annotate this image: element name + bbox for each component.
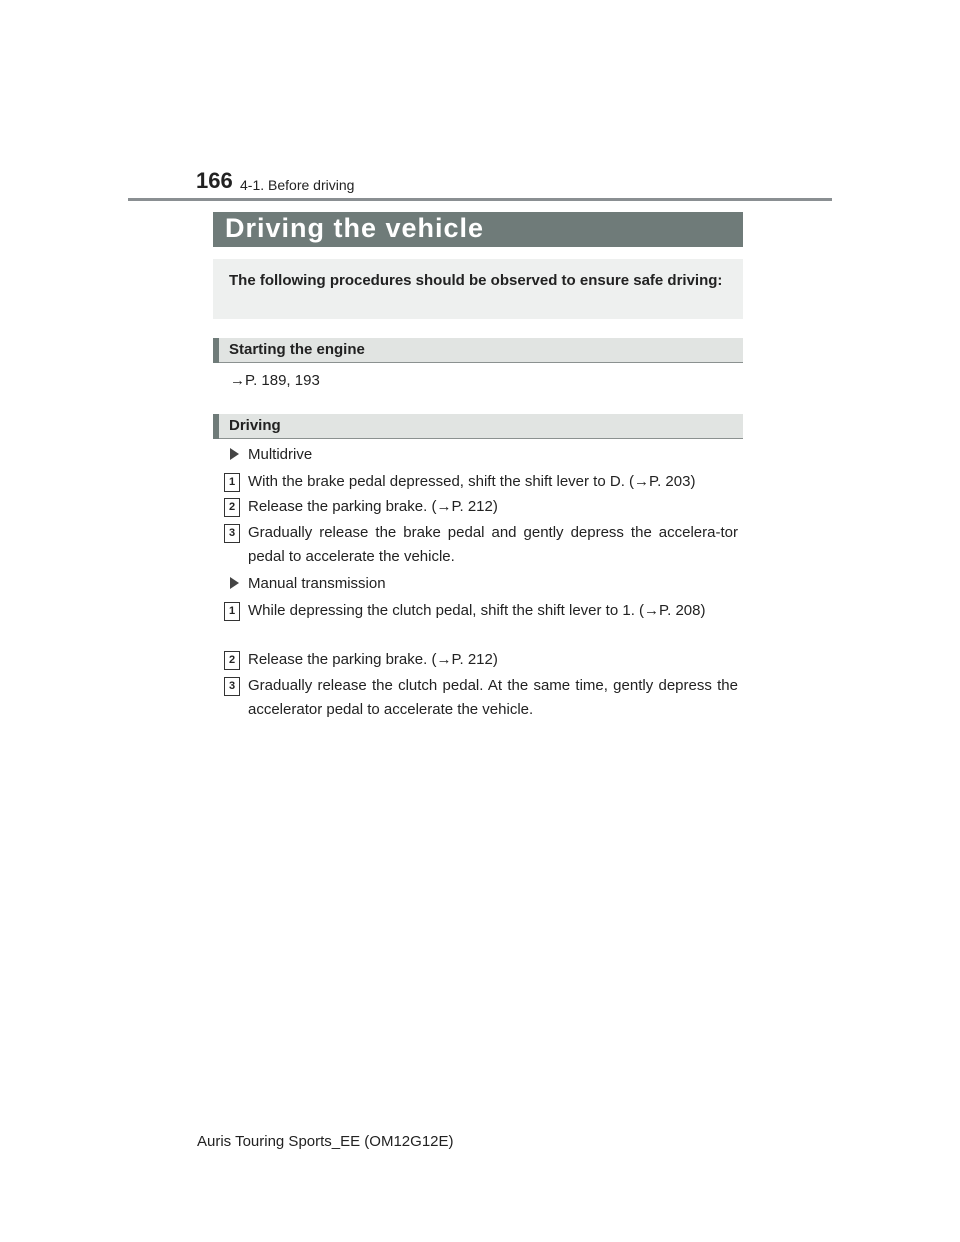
heading-accent [213, 338, 219, 363]
step-text: Gradually release the brake pedal and gently depress the accelera-tor pedal to accelerate the vehicle. [248, 524, 738, 565]
heading-label: Starting the engine [229, 341, 365, 358]
step-text: While depressing the clutch pedal, shift the shift lever to 1. (→P. 208) [248, 602, 706, 619]
intro-box [213, 259, 743, 319]
step-text: Gradually release the clutch pedal. At the same time, gently depress the accelerator pedal to accelerate the vehicle. [248, 677, 738, 718]
triangle-bullet-icon [230, 577, 239, 589]
header-divider [128, 198, 832, 201]
bullet-label: Multidrive [248, 446, 313, 463]
bullet-manual-transmission [230, 575, 386, 592]
step-number: 2 [224, 651, 240, 670]
page-number: 166 [196, 168, 233, 193]
starting-reference[interactable]: →P. 189, 193 [230, 372, 320, 389]
heading-accent [213, 414, 219, 439]
bullet-multidrive [230, 446, 312, 463]
step-number: 1 [224, 602, 240, 621]
section-reference: 4-1. Before driving [240, 177, 355, 193]
heading-starting-engine [213, 338, 743, 363]
intro-text: The following procedures should be observed to ensure safe driving: [229, 272, 723, 289]
page-title: Driving the vehicle [225, 213, 485, 243]
step-number: 1 [224, 473, 240, 492]
step-number: 3 [224, 524, 240, 543]
footer-model: Auris Touring Sports_EE (OM12G12E) [197, 1133, 454, 1150]
step-text: With the brake pedal depressed, shift the shift lever to D. (→P. 203) [248, 473, 696, 490]
step-number: 3 [224, 677, 240, 696]
heading-label: Driving [229, 417, 281, 434]
step-number: 2 [224, 498, 240, 517]
title-bar [213, 212, 743, 247]
heading-driving [213, 414, 743, 439]
triangle-bullet-icon [230, 448, 239, 460]
step-text: Release the parking brake. (→P. 212) [248, 498, 498, 515]
step-text: Release the parking brake. (→P. 212) [248, 651, 498, 668]
bullet-label: Manual transmission [248, 575, 386, 592]
